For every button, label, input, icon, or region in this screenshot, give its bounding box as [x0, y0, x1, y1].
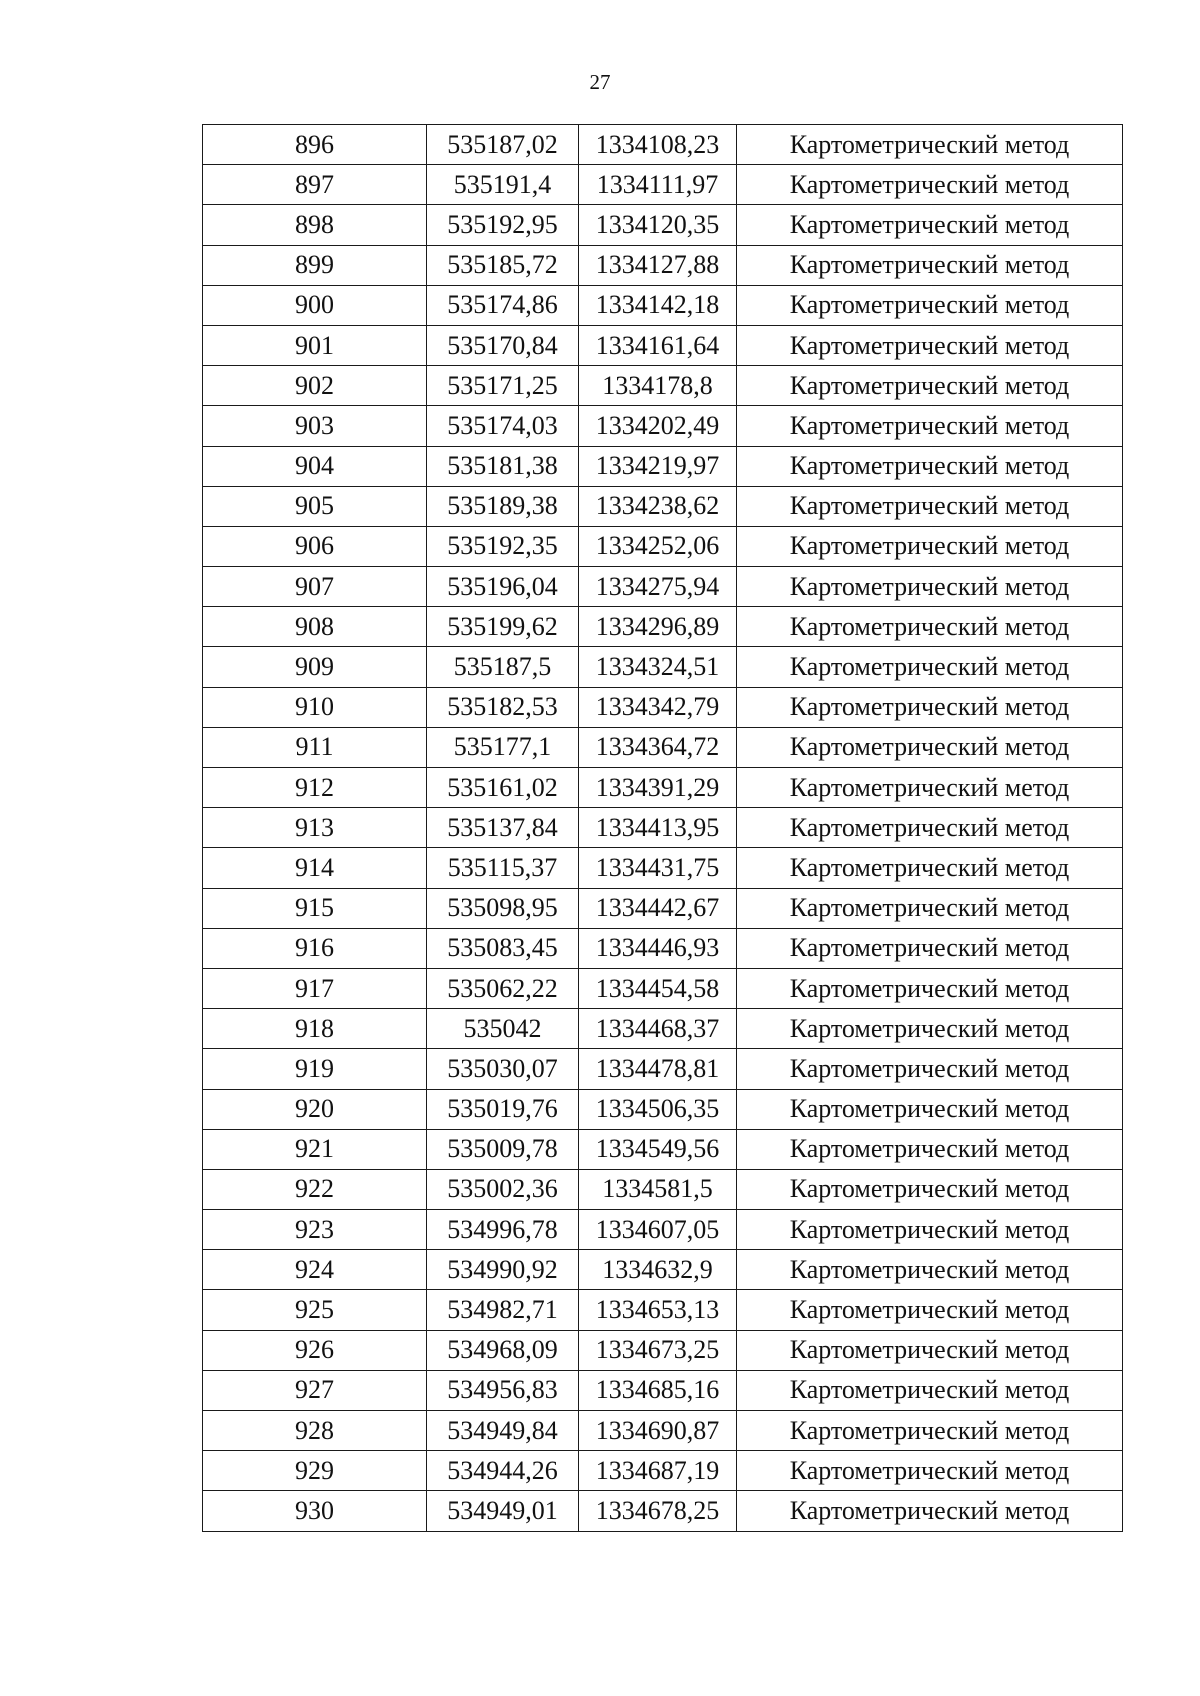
y-coordinate-cell: 1334142,18: [579, 285, 737, 325]
y-coordinate-cell: 1334690,87: [579, 1411, 737, 1451]
y-coordinate-cell: 1334506,35: [579, 1089, 737, 1129]
method-cell: Картометрический метод: [737, 1129, 1123, 1169]
method-cell: Картометрический метод: [737, 888, 1123, 928]
y-coordinate-cell: 1334468,37: [579, 1009, 737, 1049]
point-number-cell: 920: [203, 1089, 427, 1129]
method-cell: Картометрический метод: [737, 1411, 1123, 1451]
point-number-cell: 902: [203, 366, 427, 406]
point-number-cell: 918: [203, 1009, 427, 1049]
method-cell: Картометрический метод: [737, 1049, 1123, 1089]
y-coordinate-cell: 1334161,64: [579, 325, 737, 365]
table-row: [203, 768, 1123, 808]
method-cell: Картометрический метод: [737, 1370, 1123, 1410]
method-cell: Картометрический метод: [737, 1169, 1123, 1209]
point-number-cell: 926: [203, 1330, 427, 1370]
method-cell: Картометрический метод: [737, 647, 1123, 687]
method-cell: Картометрический метод: [737, 486, 1123, 526]
point-number-cell: 900: [203, 285, 427, 325]
point-number-cell: 898: [203, 205, 427, 245]
table-row: [203, 366, 1123, 406]
table-row: [203, 1451, 1123, 1491]
x-coordinate-cell: 535191,4: [427, 165, 579, 205]
table-row: [203, 1169, 1123, 1209]
x-coordinate-cell: 535187,5: [427, 647, 579, 687]
x-coordinate-cell: 534990,92: [427, 1250, 579, 1290]
point-number-cell: 908: [203, 607, 427, 647]
table-row: [203, 808, 1123, 848]
method-cell: Картометрический метод: [737, 165, 1123, 205]
method-cell: Картометрический метод: [737, 727, 1123, 767]
table-row: [203, 245, 1123, 285]
x-coordinate-cell: 535042: [427, 1009, 579, 1049]
y-coordinate-cell: 1334687,19: [579, 1451, 737, 1491]
y-coordinate-cell: 1334391,29: [579, 768, 737, 808]
x-coordinate-cell: 534956,83: [427, 1370, 579, 1410]
method-cell: Картометрический метод: [737, 1290, 1123, 1330]
method-cell: Картометрический метод: [737, 1009, 1123, 1049]
y-coordinate-cell: 1334238,62: [579, 486, 737, 526]
x-coordinate-cell: 534949,01: [427, 1491, 579, 1531]
table-row: [203, 526, 1123, 566]
table-row: [203, 325, 1123, 365]
table-row: [203, 165, 1123, 205]
x-coordinate-cell: 535182,53: [427, 687, 579, 727]
y-coordinate-cell: 1334431,75: [579, 848, 737, 888]
method-cell: Картометрический метод: [737, 687, 1123, 727]
y-coordinate-cell: 1334111,97: [579, 165, 737, 205]
x-coordinate-cell: 535189,38: [427, 486, 579, 526]
point-number-cell: 924: [203, 1250, 427, 1290]
method-cell: Картометрический метод: [737, 1089, 1123, 1129]
table-row: [203, 406, 1123, 446]
x-coordinate-cell: 535030,07: [427, 1049, 579, 1089]
table-row: [203, 1250, 1123, 1290]
table-row: [203, 848, 1123, 888]
point-number-cell: 929: [203, 1451, 427, 1491]
y-coordinate-cell: 1334120,35: [579, 205, 737, 245]
table-row: [203, 446, 1123, 486]
point-number-cell: 912: [203, 768, 427, 808]
point-number-cell: 897: [203, 165, 427, 205]
x-coordinate-cell: 535009,78: [427, 1129, 579, 1169]
method-cell: Картометрический метод: [737, 567, 1123, 607]
x-coordinate-cell: 535177,1: [427, 727, 579, 767]
y-coordinate-cell: 1334673,25: [579, 1330, 737, 1370]
method-cell: Картометрический метод: [737, 366, 1123, 406]
table-row: [203, 1370, 1123, 1410]
point-number-cell: 917: [203, 968, 427, 1008]
y-coordinate-cell: 1334252,06: [579, 526, 737, 566]
table-row: [203, 1491, 1123, 1531]
y-coordinate-cell: 1334108,23: [579, 125, 737, 165]
x-coordinate-cell: 534982,71: [427, 1290, 579, 1330]
y-coordinate-cell: 1334446,93: [579, 928, 737, 968]
point-number-cell: 916: [203, 928, 427, 968]
table-row: [203, 1009, 1123, 1049]
x-coordinate-cell: 535019,76: [427, 1089, 579, 1129]
point-number-cell: 905: [203, 486, 427, 526]
method-cell: Картометрический метод: [737, 526, 1123, 566]
table-row: [203, 1330, 1123, 1370]
table-row: [203, 1411, 1123, 1451]
x-coordinate-cell: 535062,22: [427, 968, 579, 1008]
x-coordinate-cell: 534944,26: [427, 1451, 579, 1491]
x-coordinate-cell: 534968,09: [427, 1330, 579, 1370]
y-coordinate-cell: 1334342,79: [579, 687, 737, 727]
point-number-cell: 925: [203, 1290, 427, 1330]
table-row: [203, 486, 1123, 526]
y-coordinate-cell: 1334442,67: [579, 888, 737, 928]
point-number-cell: 927: [203, 1370, 427, 1410]
method-cell: Картометрический метод: [737, 1250, 1123, 1290]
x-coordinate-cell: 535174,03: [427, 406, 579, 446]
point-number-cell: 907: [203, 567, 427, 607]
y-coordinate-cell: 1334478,81: [579, 1049, 737, 1089]
y-coordinate-cell: 1334364,72: [579, 727, 737, 767]
table-row: [203, 1049, 1123, 1089]
x-coordinate-cell: 535196,04: [427, 567, 579, 607]
method-cell: Картометрический метод: [737, 1330, 1123, 1370]
method-cell: Картометрический метод: [737, 406, 1123, 446]
y-coordinate-cell: 1334178,8: [579, 366, 737, 406]
method-cell: Картометрический метод: [737, 607, 1123, 647]
method-cell: Картометрический метод: [737, 205, 1123, 245]
x-coordinate-cell: 535192,35: [427, 526, 579, 566]
table-row: [203, 647, 1123, 687]
y-coordinate-cell: 1334296,89: [579, 607, 737, 647]
method-cell: Картометрический метод: [737, 768, 1123, 808]
point-number-cell: 923: [203, 1210, 427, 1250]
x-coordinate-cell: 535171,25: [427, 366, 579, 406]
y-coordinate-cell: 1334324,51: [579, 647, 737, 687]
y-coordinate-cell: 1334678,25: [579, 1491, 737, 1531]
table-row: [203, 888, 1123, 928]
x-coordinate-cell: 535185,72: [427, 245, 579, 285]
point-number-cell: 928: [203, 1411, 427, 1451]
table-row: [203, 727, 1123, 767]
x-coordinate-cell: 535083,45: [427, 928, 579, 968]
table-row: [203, 567, 1123, 607]
table-row: [203, 285, 1123, 325]
point-number-cell: 904: [203, 446, 427, 486]
x-coordinate-cell: 534949,84: [427, 1411, 579, 1451]
method-cell: Картометрический метод: [737, 1491, 1123, 1531]
point-number-cell: 896: [203, 125, 427, 165]
x-coordinate-cell: 535115,37: [427, 848, 579, 888]
point-number-cell: 903: [203, 406, 427, 446]
point-number-cell: 914: [203, 848, 427, 888]
method-cell: Картометрический метод: [737, 325, 1123, 365]
x-coordinate-cell: 535098,95: [427, 888, 579, 928]
method-cell: Картометрический метод: [737, 245, 1123, 285]
y-coordinate-cell: 1334581,5: [579, 1169, 737, 1209]
y-coordinate-cell: 1334454,58: [579, 968, 737, 1008]
table-row: [203, 125, 1123, 165]
y-coordinate-cell: 1334127,88: [579, 245, 737, 285]
y-coordinate-cell: 1334607,05: [579, 1210, 737, 1250]
x-coordinate-cell: 535170,84: [427, 325, 579, 365]
point-number-cell: 915: [203, 888, 427, 928]
point-number-cell: 911: [203, 727, 427, 767]
point-number-cell: 913: [203, 808, 427, 848]
method-cell: Картометрический метод: [737, 968, 1123, 1008]
coordinates-table: [202, 124, 1123, 1532]
x-coordinate-cell: 535002,36: [427, 1169, 579, 1209]
method-cell: Картометрический метод: [737, 808, 1123, 848]
table-row: [203, 205, 1123, 245]
point-number-cell: 909: [203, 647, 427, 687]
table-row: [203, 928, 1123, 968]
x-coordinate-cell: 535187,02: [427, 125, 579, 165]
point-number-cell: 910: [203, 687, 427, 727]
y-coordinate-cell: 1334275,94: [579, 567, 737, 607]
method-cell: Картометрический метод: [737, 125, 1123, 165]
coordinates-table-body: [203, 125, 1123, 1532]
point-number-cell: 922: [203, 1169, 427, 1209]
point-number-cell: 901: [203, 325, 427, 365]
point-number-cell: 919: [203, 1049, 427, 1089]
page-number: 27: [589, 70, 611, 94]
y-coordinate-cell: 1334413,95: [579, 808, 737, 848]
method-cell: Картометрический метод: [737, 928, 1123, 968]
y-coordinate-cell: 1334219,97: [579, 446, 737, 486]
method-cell: Картометрический метод: [737, 446, 1123, 486]
point-number-cell: 899: [203, 245, 427, 285]
table-row: [203, 1089, 1123, 1129]
method-cell: Картометрический метод: [737, 285, 1123, 325]
x-coordinate-cell: 535174,86: [427, 285, 579, 325]
y-coordinate-cell: 1334632,9: [579, 1250, 737, 1290]
x-coordinate-cell: 534996,78: [427, 1210, 579, 1250]
y-coordinate-cell: 1334549,56: [579, 1129, 737, 1169]
point-number-cell: 921: [203, 1129, 427, 1169]
table-row: [203, 968, 1123, 1008]
table-row: [203, 687, 1123, 727]
table-row: [203, 1210, 1123, 1250]
method-cell: Картометрический метод: [737, 1451, 1123, 1491]
x-coordinate-cell: 535192,95: [427, 205, 579, 245]
method-cell: Картометрический метод: [737, 848, 1123, 888]
x-coordinate-cell: 535199,62: [427, 607, 579, 647]
x-coordinate-cell: 535137,84: [427, 808, 579, 848]
method-cell: Картометрический метод: [737, 1210, 1123, 1250]
x-coordinate-cell: 535161,02: [427, 768, 579, 808]
point-number-cell: 906: [203, 526, 427, 566]
table-row: [203, 607, 1123, 647]
x-coordinate-cell: 535181,38: [427, 446, 579, 486]
y-coordinate-cell: 1334202,49: [579, 406, 737, 446]
table-row: [203, 1129, 1123, 1169]
y-coordinate-cell: 1334685,16: [579, 1370, 737, 1410]
table-row: [203, 1290, 1123, 1330]
point-number-cell: 930: [203, 1491, 427, 1531]
y-coordinate-cell: 1334653,13: [579, 1290, 737, 1330]
